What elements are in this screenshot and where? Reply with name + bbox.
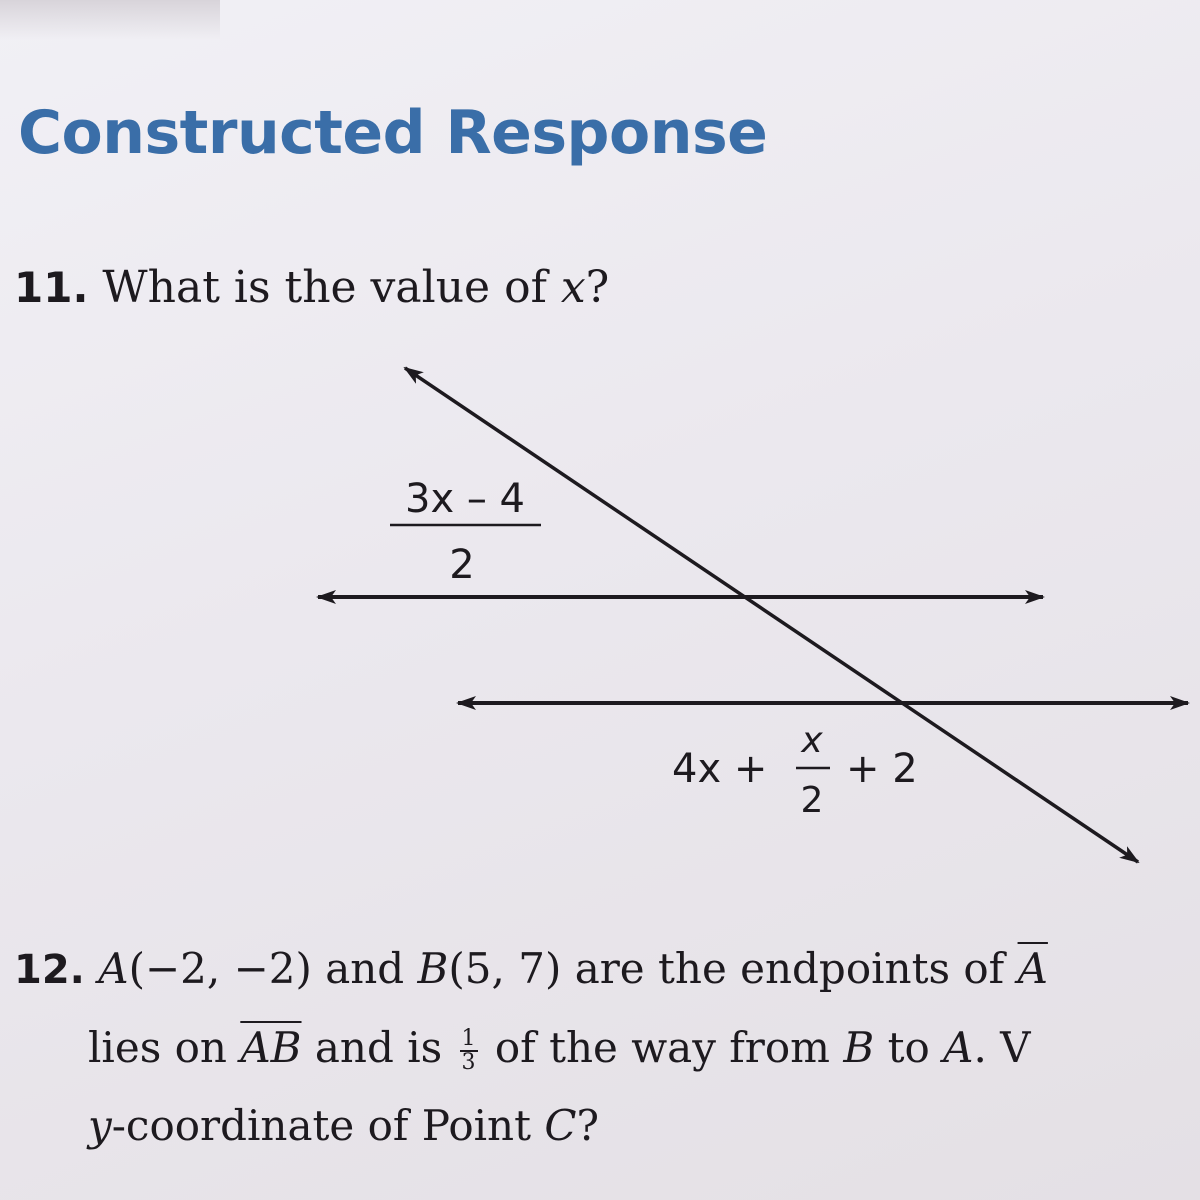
point-c: C bbox=[544, 1101, 577, 1150]
point-b-ref: B bbox=[843, 1023, 875, 1072]
point-b-coords: (5, 7) are the endpoints of bbox=[448, 944, 1018, 993]
line-2-end: . V bbox=[973, 1023, 1031, 1072]
problem-11-number: 11. bbox=[14, 263, 89, 312]
fraction-denominator: 3 bbox=[461, 1050, 476, 1075]
point-b: B bbox=[417, 944, 449, 993]
one-third-fraction bbox=[460, 1028, 478, 1074]
lower-angle-label bbox=[672, 720, 918, 821]
problem-12-line-3 bbox=[14, 1087, 1048, 1165]
cut-off-segment: $\overline{A}$ bbox=[1017, 944, 1048, 993]
section-title: Constructed Response bbox=[18, 98, 768, 168]
point-a: A bbox=[98, 944, 129, 993]
coordinate-text: -coordinate of Point bbox=[111, 1101, 545, 1150]
problem-12 bbox=[14, 930, 1048, 1165]
upper-label-denominator: 2 bbox=[449, 542, 475, 588]
lower-label-frac-denominator: 2 bbox=[800, 780, 824, 821]
upper-angle-label bbox=[390, 476, 541, 588]
question-mark-12: ? bbox=[576, 1101, 599, 1150]
and-is-text: and is bbox=[301, 1023, 456, 1072]
question-mark: ? bbox=[585, 262, 610, 313]
lower-label-suffix: + 2 bbox=[846, 746, 918, 792]
y-variable: y bbox=[88, 1101, 112, 1150]
point-a-ref: A bbox=[943, 1023, 974, 1072]
of-the-way-text: of the way from bbox=[481, 1023, 844, 1072]
lies-on-text: lies on bbox=[88, 1023, 241, 1072]
segment-ab: $\overline{AB}$ bbox=[240, 1023, 302, 1072]
problem-12-line-1 bbox=[14, 930, 1048, 1009]
lower-label-prefix: 4x + bbox=[672, 746, 768, 792]
transversal-line bbox=[405, 368, 1138, 862]
lower-label-frac-numerator: x bbox=[801, 720, 823, 761]
upper-label-numerator: 3x – 4 bbox=[405, 476, 525, 522]
point-a-coords: (−2, −2) and bbox=[128, 944, 418, 993]
to-text: to bbox=[874, 1023, 944, 1072]
problem-12-number: 12. bbox=[14, 947, 85, 993]
fraction-numerator: 1 bbox=[461, 1026, 476, 1051]
question-variable: x bbox=[560, 262, 586, 313]
problem-12-line-2 bbox=[14, 1009, 1048, 1087]
question-text: What is the value of bbox=[102, 262, 561, 313]
